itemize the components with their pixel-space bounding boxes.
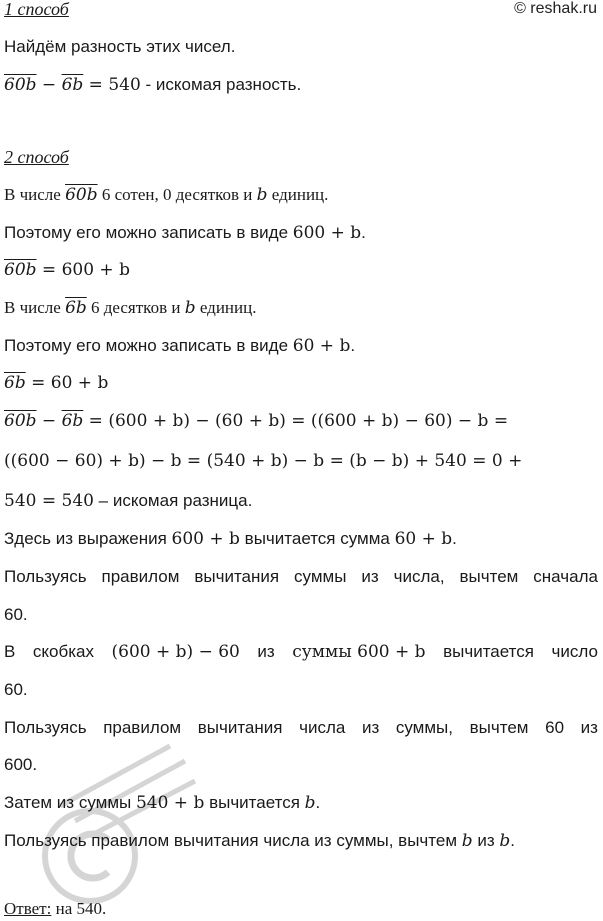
number-6b: 6b bbox=[61, 75, 84, 95]
line-tens: В числе 6b 6 десятков и b единиц. bbox=[4, 298, 257, 318]
line-derivation-2: ((600 − 60) + b) − b = (540 + b) − b = (b − b) + 540 = 0 + bbox=[4, 451, 523, 471]
number-6b: 6b bbox=[65, 298, 87, 318]
line-write-60b: Поэтому его можно записать в виде 60 + b. bbox=[4, 336, 356, 356]
method1-intro: Найдём разность этих чисел. bbox=[4, 37, 236, 56]
line-6b-equals: 6b = 60 + b bbox=[4, 373, 109, 393]
number-60b: 60b bbox=[65, 185, 98, 205]
line-derivation-1: 60b − 6b = (600 + b) − (60 + b) = ((600 + b) − 60) − b = bbox=[4, 411, 509, 431]
answer-line bbox=[4, 898, 106, 920]
line-60: 60. bbox=[4, 605, 28, 624]
line-rule-b: Пользуясь правилом вычитания числа из суммы, вычтем b из b. bbox=[4, 831, 516, 851]
line-600: 600. bbox=[4, 755, 38, 774]
method1-heading: 1 способ bbox=[4, 0, 69, 19]
brand-watermark: © reshak.ru bbox=[514, 0, 597, 17]
line-hundreds: В числе 60b 6 сотен, 0 десятков и b единиц. bbox=[4, 185, 329, 205]
answer-label: Ответ: bbox=[4, 899, 52, 918]
line-then-subtract: Затем из суммы 540 + b вычитается b. bbox=[4, 793, 321, 813]
line-brackets: В скобках (600 + b) − 60 из суммы 600 + b вычитается число bbox=[4, 642, 598, 662]
line-rule-sum: Пользуясь правилом вычитания суммы из числа, вычтем сначала bbox=[4, 567, 598, 586]
line-rule-number: Пользуясь правилом вычитания числа из суммы, вычтем 60 из bbox=[4, 718, 598, 737]
line-write-600b: Поэтому его можно записать в виде 600 + b. bbox=[4, 223, 366, 243]
number-60b: 60b bbox=[4, 75, 37, 95]
line-60-b: 60. bbox=[4, 680, 28, 699]
line-derivation-3: 540 = 540 – искомая разница. bbox=[4, 491, 253, 511]
method2-heading: 2 способ bbox=[4, 147, 69, 167]
method1-expression: 60b − 6b = 540 - искомая разность. bbox=[4, 75, 302, 95]
line-60b-equals: 60b = 600 + b bbox=[4, 260, 130, 280]
line-subtract-sum: Здесь из выражения 600 + b вычитается сумма 60 + b. bbox=[4, 529, 457, 549]
answer-value: на 540. bbox=[51, 899, 107, 918]
copyright-watermark-icon bbox=[20, 736, 210, 916]
